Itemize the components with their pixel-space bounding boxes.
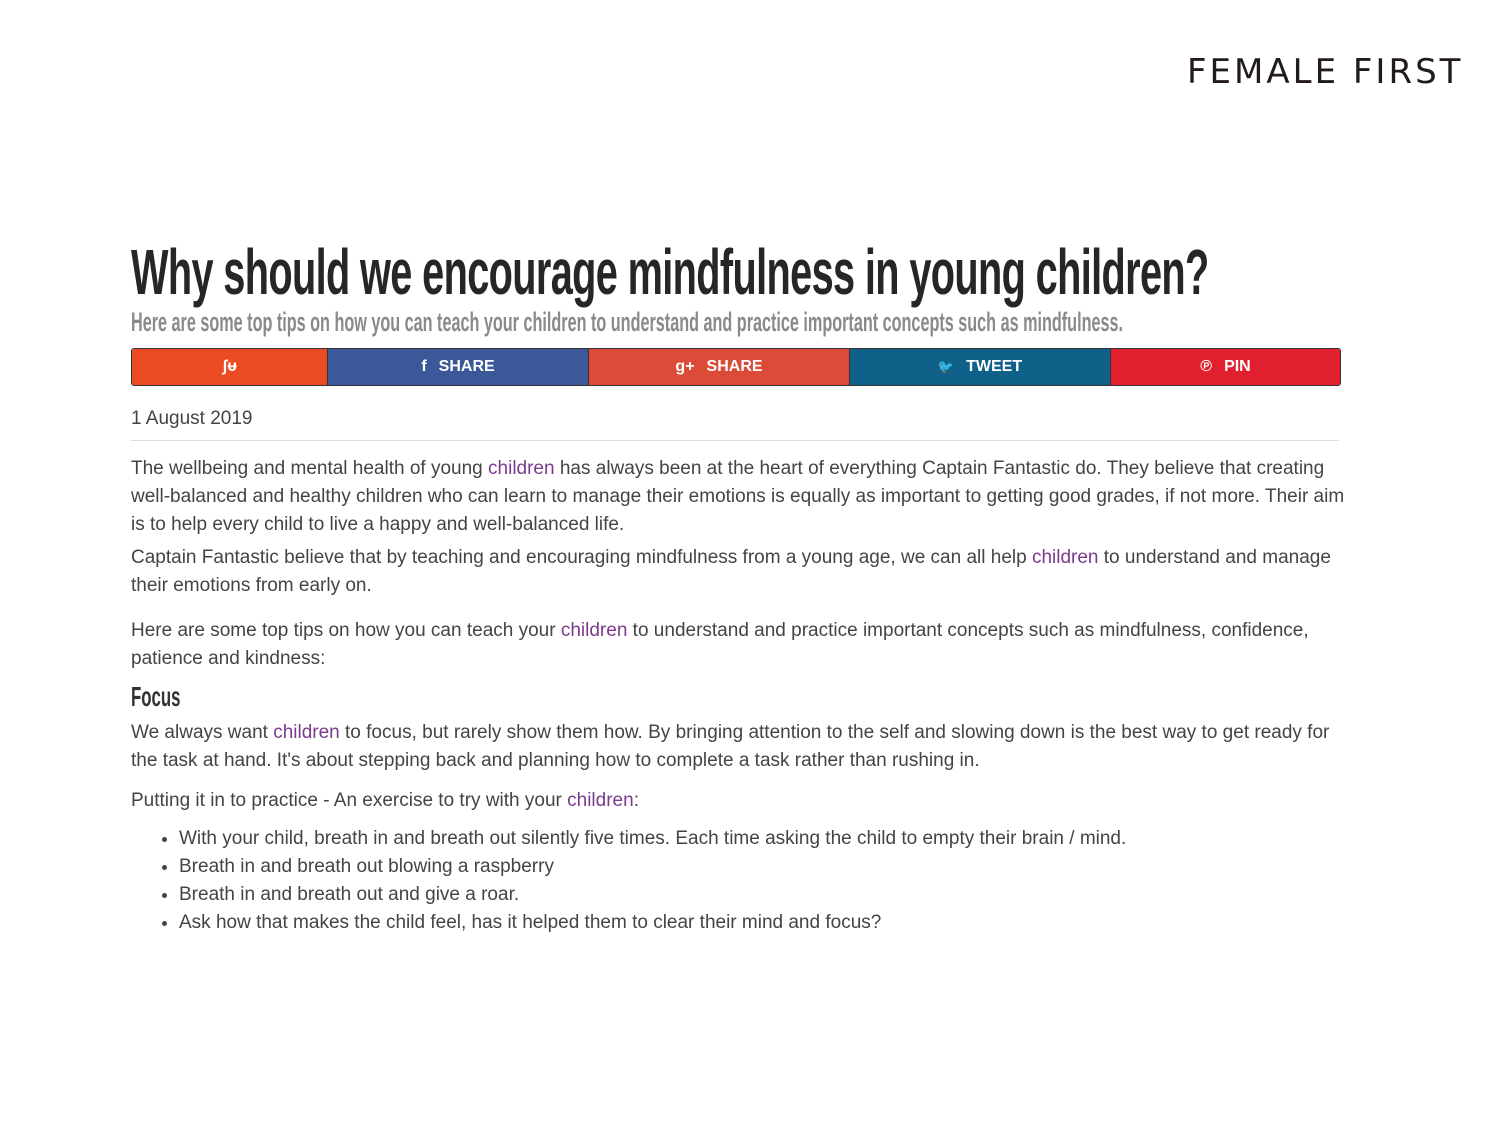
exercise-list xyxy=(131,825,1346,937)
list-item: • Ask how that makes the child feel, has it helped them to clear their mind and focus? xyxy=(179,909,1346,937)
paragraph xyxy=(131,787,1346,815)
children-link[interactable]: children xyxy=(488,458,555,479)
list-item: • Breath in and breath out blowing a raspberry xyxy=(179,853,1346,881)
text: Here are some top tips on how you can teach your xyxy=(131,620,561,641)
text: to focus, but rarely show them how. By bringing attention to the self and slowing down is the best way to get ready for the task at hand. It's about stepping back and planning how to complete a task rather than rushing in. xyxy=(131,722,1330,771)
list-item: • Breath in and breath out and give a roar. xyxy=(179,881,1346,909)
stumbleupon-icon: ʃᵾ xyxy=(222,358,237,375)
google-plus-icon: g+ xyxy=(675,358,695,375)
article xyxy=(131,235,1346,937)
button-label: SHARE xyxy=(706,358,763,375)
stumbleupon-button[interactable] xyxy=(132,349,328,385)
text: Putting it in to practice - An exercise to try with your xyxy=(131,790,568,811)
paragraph xyxy=(131,455,1346,539)
text: We always want xyxy=(131,722,274,743)
list-item: • With your child, breath in and breath out silently five times. Each time asking the child to empty their brain / mind. xyxy=(179,825,1346,853)
text: to understand and practice important concepts such as mindfulness, confidence, patience and kindness: xyxy=(131,620,1309,669)
pinterest-icon: ℗ xyxy=(1200,358,1213,375)
children-link[interactable]: children xyxy=(273,722,340,743)
google-plus-share-button[interactable] xyxy=(589,349,850,385)
tweet-button[interactable] xyxy=(850,349,1111,385)
children-link[interactable]: children xyxy=(560,620,628,641)
button-label: PIN xyxy=(1224,358,1251,375)
text: The wellbeing and mental health of young xyxy=(131,458,489,479)
facebook-icon: f xyxy=(421,358,427,375)
article-subtitle: Here are some top tips on how you can teach your children to understand and practice important concepts such as mindfulness. xyxy=(131,307,1123,337)
site-logo[interactable]: FEMALE FIRST xyxy=(1187,52,1464,92)
paragraph xyxy=(131,544,1346,600)
text: has always been at the heart of everything Captain Fantastic do. They believe that creating well-balanced and healthy children who can learn to manage their emotions is equally as important to getting good grades, if not more. Their aim is to help every child to live a happy and well-balanced life. xyxy=(131,458,1345,535)
text: to understand and manage their emotions from early on. xyxy=(131,547,1331,596)
text: Captain Fantastic believe that by teaching and encouraging mindfulness from a young age, we can all help xyxy=(131,547,1032,568)
share-bar xyxy=(131,348,1341,386)
section-heading: Focus xyxy=(131,681,181,712)
pin-button[interactable] xyxy=(1111,349,1340,385)
children-link[interactable]: children xyxy=(1031,547,1099,568)
article-title: Why should we encourage mindfulness in young children? xyxy=(131,236,1209,308)
children-link[interactable]: children xyxy=(567,790,634,811)
facebook-share-button[interactable] xyxy=(328,349,589,385)
text: : xyxy=(633,790,639,811)
paragraph xyxy=(131,617,1346,673)
twitter-icon: 🐦 xyxy=(937,359,955,374)
button-label: TWEET xyxy=(966,358,1023,375)
publish-date: 1 August 2019 xyxy=(131,408,1339,441)
button-label: SHARE xyxy=(438,358,495,375)
paragraph xyxy=(131,719,1346,775)
